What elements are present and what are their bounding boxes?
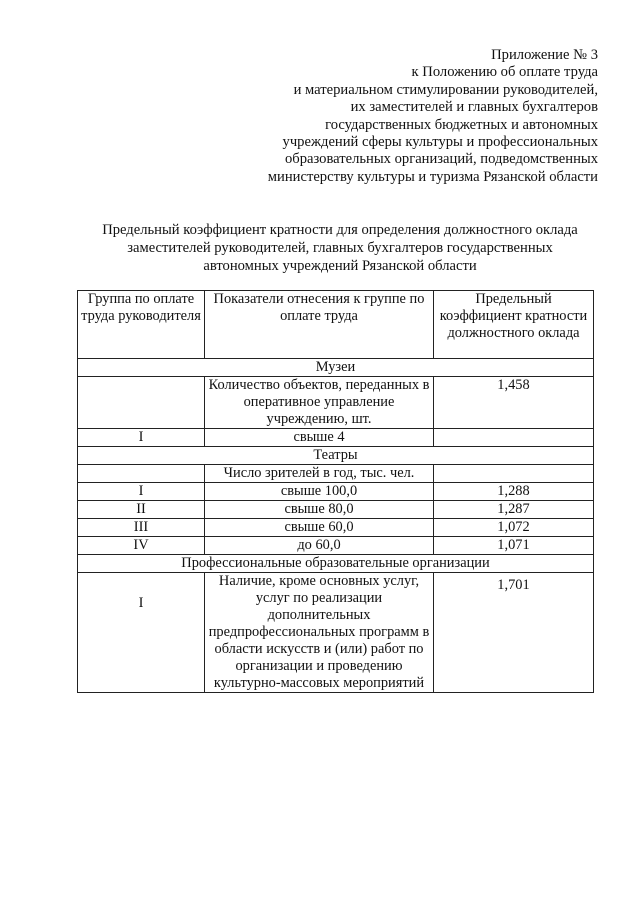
- coefficient-cell: [434, 429, 594, 447]
- group-cell: [78, 465, 205, 483]
- coefficient-cell: 1,287: [434, 501, 594, 519]
- indicator-cell: свыше 100,0: [205, 483, 434, 501]
- appendix-header: [178, 47, 598, 186]
- group-cell: I: [78, 429, 205, 447]
- table-header-row: [78, 291, 594, 359]
- table-row: [78, 537, 594, 555]
- section-title: Музеи: [78, 359, 594, 377]
- title-line: автономных учреждений Рязанской области: [203, 257, 477, 274]
- coefficient-cell: 1,072: [434, 519, 594, 537]
- appendix-line: Приложение № 3: [491, 47, 598, 63]
- indicator-cell: Число зрителей в год, тыс. чел.: [205, 465, 434, 483]
- section-title: Профессиональные образовательные организации: [78, 555, 594, 573]
- coefficient-table: [77, 290, 594, 693]
- table-row: [78, 573, 594, 693]
- title-line: заместителей руководителей, главных бухгалтеров государственных: [127, 239, 553, 256]
- appendix-line: министерству культуры и туризма Рязанской области: [267, 168, 598, 185]
- appendix-line: к Положению об оплате труда: [411, 64, 598, 81]
- section-row-museums: [78, 359, 594, 377]
- indicator-cell: свыше 4: [205, 429, 434, 447]
- coefficient-cell: 1,701: [434, 573, 594, 693]
- appendix-line: образовательных организаций, подведомственных: [284, 151, 598, 168]
- indicator-cell: свыше 60,0: [205, 519, 434, 537]
- indicator-cell: свыше 80,0: [205, 501, 434, 519]
- table-row: [78, 483, 594, 501]
- group-cell: III: [78, 519, 205, 537]
- appendix-line: государственных бюджетных и автономных: [325, 116, 598, 133]
- group-cell: IV: [78, 537, 205, 555]
- coefficient-cell: 1,071: [434, 537, 594, 555]
- document-title: [60, 222, 620, 275]
- table-row: [78, 465, 594, 483]
- indicator-cell: до 60,0: [205, 537, 434, 555]
- section-row-education: [78, 555, 594, 573]
- indicator-cell: Количество объектов, переданных в оперативное управление учреждению, шт.: [205, 377, 434, 429]
- title-line: Предельный коэффициент кратности для определения должностного оклада: [102, 222, 578, 238]
- coefficient-cell: 1,288: [434, 483, 594, 501]
- indicator-cell: Наличие, кроме основных услуг, услуг по реализации дополнительных предпрофессиональных программ в области искусств и (или) работ по организации и проведению культурно-массовых мероприятий: [205, 573, 434, 693]
- table-row: [78, 429, 594, 447]
- section-title: Театры: [78, 447, 594, 465]
- section-row-theatres: [78, 447, 594, 465]
- table-row: [78, 519, 594, 537]
- appendix-line: их заместителей и главных бухгалтеров: [350, 99, 598, 116]
- appendix-line: учреждений сферы культуры и профессиональных: [282, 134, 598, 151]
- appendix-line: и материальном стимулировании руководителей,: [293, 81, 598, 98]
- coefficient-cell: 1,458: [434, 377, 594, 429]
- group-cell: II: [78, 501, 205, 519]
- header-group: Группа по оплате труда руководителя: [78, 291, 205, 359]
- coefficient-cell: [434, 465, 594, 483]
- header-indicator: Показатели отнесения к группе по оплате труда: [205, 291, 434, 359]
- group-cell: [78, 377, 205, 429]
- group-cell: I: [78, 573, 205, 693]
- group-cell: I: [78, 483, 205, 501]
- table-row: [78, 501, 594, 519]
- table-row: [78, 377, 594, 429]
- header-coefficient: Предельный коэффициент кратности должностного оклада: [434, 291, 594, 359]
